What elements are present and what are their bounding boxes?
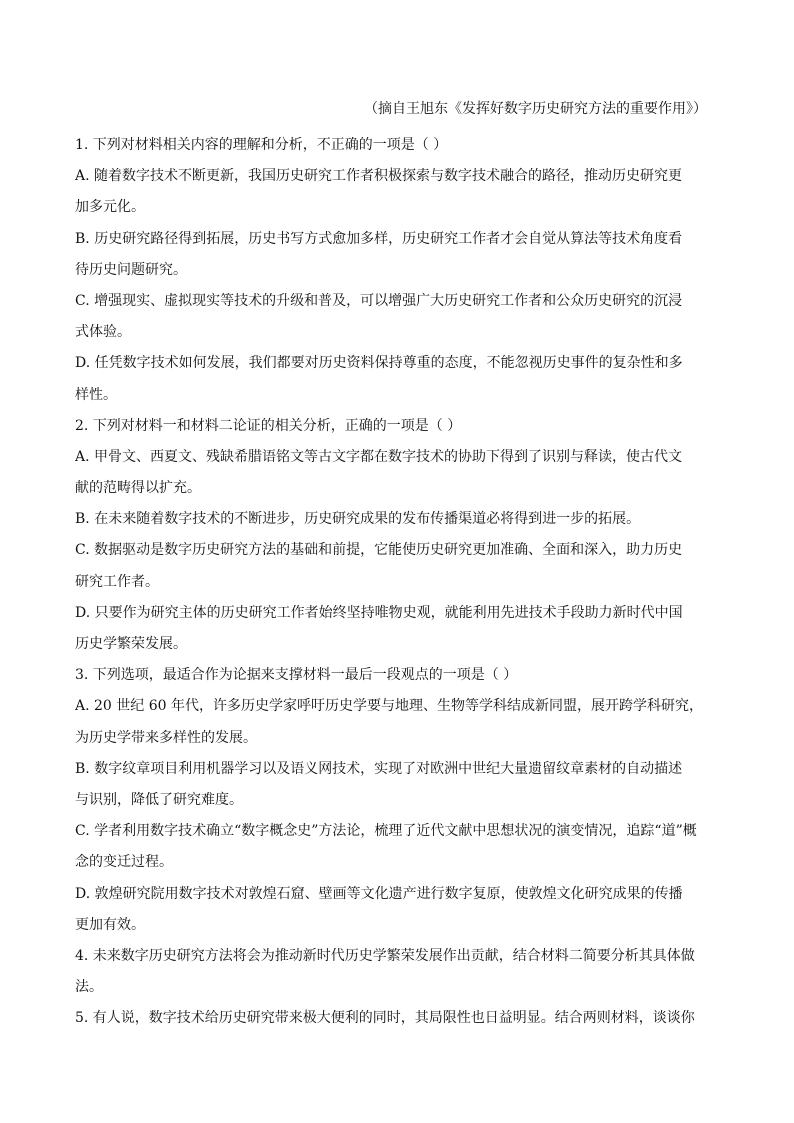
text-line: A. 随着数字技术不断更新，我国历史研究工作者积极探索与数字技术融合的路径，推动历史研究更 [75,168,683,185]
text-line: C. 学者利用数字技术确立“数字概念史”方法论，梳理了近代文献中思想状况的演变情况，追踪“道”概 [75,823,697,840]
text-line: D. 敦煌研究院用数字技术对敦煌石窟、壁画等文化遗产进行数字复原，使敦煌文化研究成果的传播 [75,885,683,902]
text-line: C. 数据驱动是数字历史研究方法的基础和前提，它能使历史研究更加准确、全面和深入，助力历史 [75,542,683,559]
text-line: C. 增强现实、虚拟现实等技术的升级和普及，可以增强广大历史研究工作者和公众历史研究的沉浸 [75,292,683,309]
text-line: 4. 未来数字历史研究方法将会为推动新时代历史学繁荣发展作出贡献，结合材料二简要分析其具体做 [75,947,695,964]
text-line: 献的范畴得以扩充。 [75,480,201,497]
text-line: 5. 有人说，数字技术给历史研究带来极大便利的同时，其局限性也日益明显。结合两则材料，谈谈你 [75,1010,695,1027]
text-line: 2. 下列对材料一和材料二论证的相关分析，正确的一项是（ ） [75,417,462,434]
text-line: A. 甲骨文、西夏文、残缺希腊语铭文等古文字都在数字技术的协助下得到了识别与释读，使古代文 [75,448,683,465]
text-line: 法。 [75,979,103,996]
text-line: B. 在未来随着数字技术的不断进步，历史研究成果的发布传播渠道必将得到进一步的拓展。 [75,511,641,528]
text-line: 加多元化。 [75,199,145,216]
text-line: 1. 下列对材料相关内容的理解和分析，不正确的一项是（ ） [75,137,448,153]
text-line: 3. 下列选项，最适合作为论据来支撑材料一最后一段观点的一项是（ ） [75,667,518,684]
text-line: 待历史问题研究。 [75,261,187,278]
text-line: B. 历史研究路径得到拓展，历史书写方式愈加多样，历史研究工作者才会自觉从算法等技术角度看 [75,230,683,247]
text-line: 念的变迁过程。 [75,854,173,871]
question-text [75,130,723,1034]
text-line: D. 只要作为研究主体的历史研究工作者始终坚持唯物史观，就能利用先进技术手段助力新时代中国 [75,604,683,621]
source-citation: （摘自王旭东《发挥好数字历史研究方法的重要作用》） [364,101,707,117]
text-line: 研究工作者。 [75,573,159,590]
text-line: 更加有效。 [75,916,145,933]
text-line: A. 20 世纪 60 年代，许多历史学家呼吁历史学要与地理、生物等学科结成新同盟，展开跨学科研究， [75,698,703,715]
text-line: 历史学繁荣发展。 [75,636,187,652]
text-line: D. 任凭数字技术如何发展，我们都要对历史资料保持尊重的态度，不能忽视历史事件的复杂性和多 [75,355,683,372]
text-line: 与识别，降低了研究难度。 [75,791,243,808]
text-line: 样性。 [75,386,117,403]
text-line: 为历史学带来多样性的发展。 [75,729,257,746]
text-line: 式体验。 [75,324,131,341]
text-line: B. 数字纹章项目利用机器学习以及语义网技术，实现了对欧洲中世纪大量遗留纹章素材的自动描述 [75,760,683,777]
